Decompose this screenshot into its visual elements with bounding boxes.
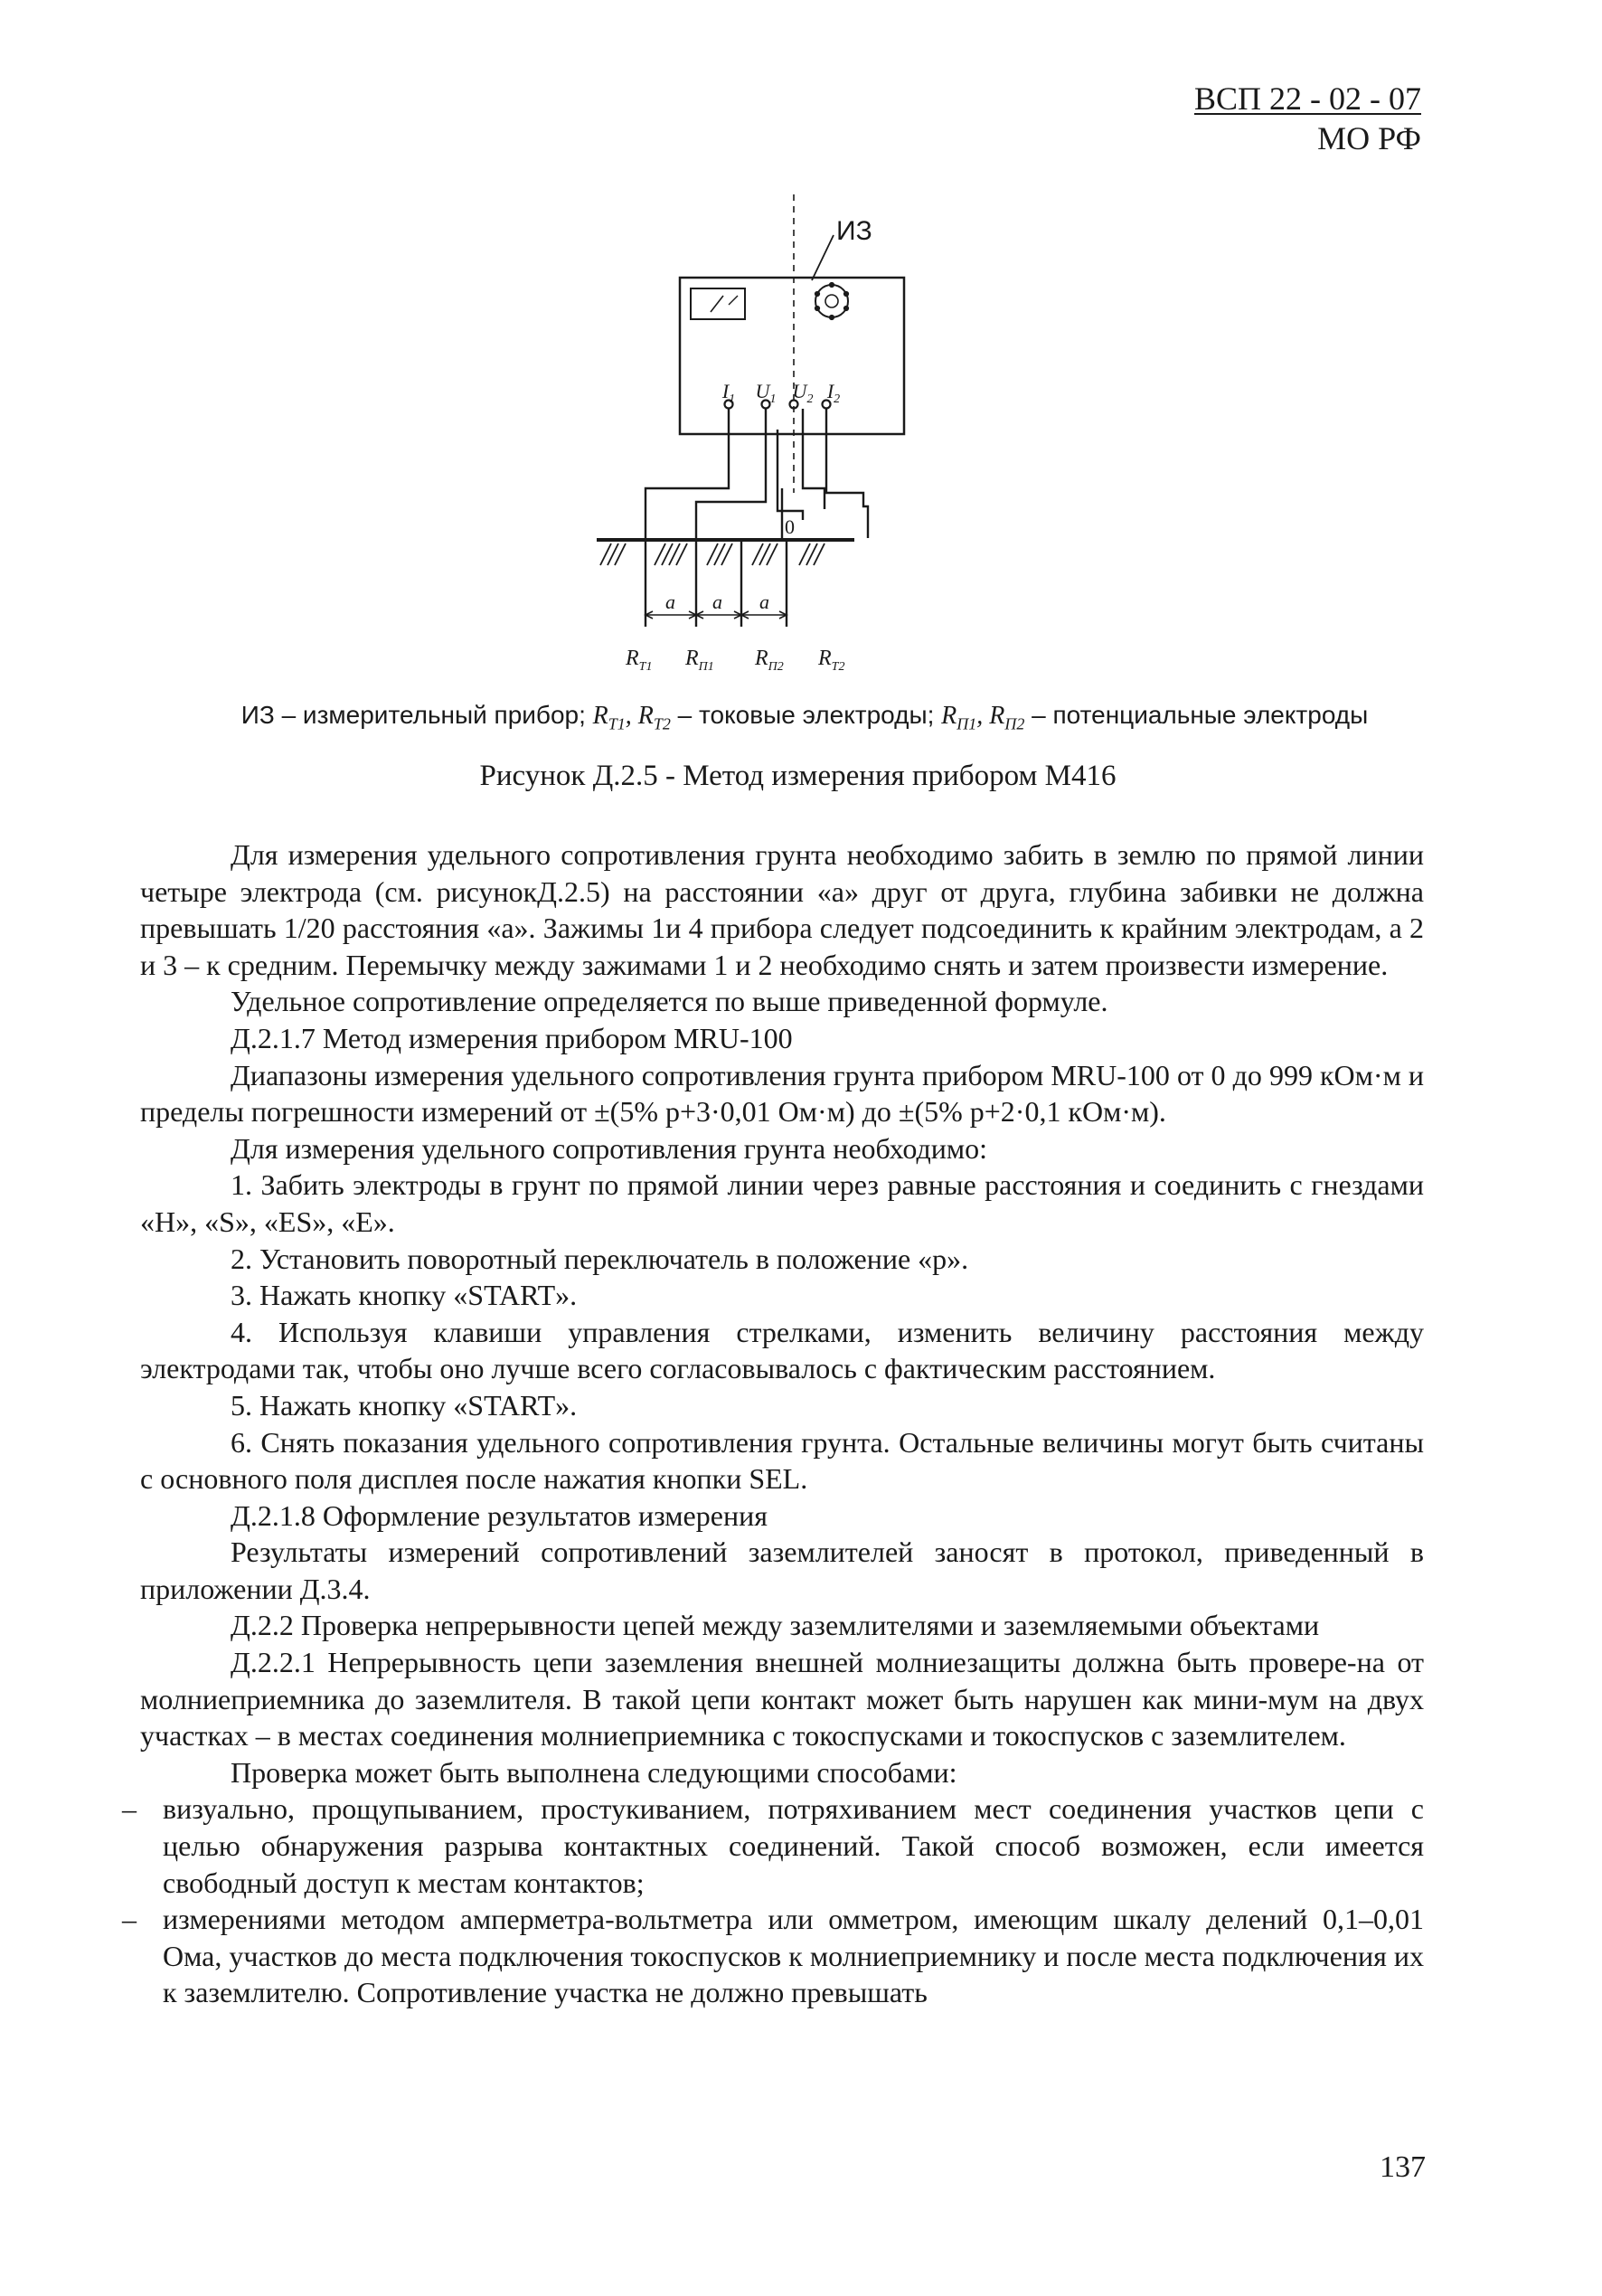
paragraph: Д.2.2 Проверка непрерывности цепей между заземлителями и заземляемыми объектами xyxy=(231,1609,1320,1642)
figure-caption: Рисунок Д.2.5 - Метод измерения прибором М416 xyxy=(479,760,1117,792)
device-label: ИЗ xyxy=(836,216,872,246)
legend-part-2: – токовые электроды; xyxy=(670,701,942,729)
legend-part-3: – потенциальные электроды xyxy=(1024,701,1369,729)
paragraph: Удельное сопротивление определяется по выше приведенной формуле. xyxy=(231,985,1108,1018)
paragraph: 1. Забить электроды в грунт по прямой линии через равные расстояния и соединить с гнездами «H», «S», «ES», «E». xyxy=(140,1168,1424,1238)
paragraph: Проверка может быть выполнена следующими способами: xyxy=(231,1755,957,1789)
terminal-row xyxy=(725,401,831,409)
ground-hatching xyxy=(600,543,825,565)
spacing-label-3: a xyxy=(759,591,769,613)
document-header xyxy=(1194,80,1421,159)
spacing-label-2: a xyxy=(712,591,722,613)
paragraph: Для измерения удельного сопротивления грунта необходимо забить в землю по прямой линии четыре электрода (см. рисунокД.2.5) на расстоянии «а» друг от друга, глубина забивки не должна превышать 1/20 расстояния «а». Зажимы 1и 4 прибора следует подсоединить к крайним электродам, а 2 и 3 – к средним. Перемычку между зажимами 1 и 2 необходимо снять и затем произвести измерение. xyxy=(140,838,1424,981)
page-number: 137 xyxy=(1380,2150,1426,2184)
paragraph: Д.2.1.7 Метод измерения прибором MRU-100 xyxy=(231,1021,793,1054)
device-pointer-line xyxy=(812,235,834,280)
list-item-text: визуально, прощупыванием, простукиванием, потряхиванием мест соединения участков цепи с целью обнаружения разрыва контактных соединений. Такой способ возможен, если имеется свободный доступ к местам контактов; xyxy=(163,1792,1424,1899)
organization: МО РФ xyxy=(1317,119,1421,156)
paragraph: 6. Снять показания удельного сопротивления грунта. Остальные величины могут быть считаны с основного поля дисплея после нажатия кнопки SEL. xyxy=(140,1425,1424,1496)
figure-legend: ИЗ – измерительный прибор; $R_{T1}$, $R_{T2}$ – токовые электроды; $R_{П1}$, $R_{П2}$ – потенциальные электроды xyxy=(240,701,1369,733)
paragraph: Д.2.2.1 Непрерывность цепи заземления внешней молниезащиты должна быть провере-на от молниеприемника до заземлителя. В такой цепи контакт может быть нарушен как мини-мум на двух участках – в местах соединения молниеприемника с токоспусками и токоспусков с заземлителем. xyxy=(140,1646,1424,1753)
list-item xyxy=(122,1791,1424,1901)
electrode-label-rt2: $R_{T2}$ xyxy=(818,647,845,674)
paragraph: Д.2.1.8 Оформление результатов измерения xyxy=(231,1498,768,1532)
list-marker: – xyxy=(122,1792,137,1826)
paragraph: 5. Нажать кнопку «START». xyxy=(231,1388,578,1422)
electrodes xyxy=(646,538,787,627)
electrode-label-rp1: $R_{П1}$ xyxy=(685,647,714,674)
device-box xyxy=(680,278,904,434)
terminal-label-i1: $I_1$ xyxy=(721,380,736,406)
list-item xyxy=(122,1901,1424,2011)
paragraph: Диапазоны измерения удельного сопротивления грунта прибором MRU-100 от 0 до 999 кОм·м и пределы погрешности измерений от ±(5% р+3·0,01 Ом·м) до ±(5% р+2·0,1 кОм·м). xyxy=(140,1058,1424,1129)
spacing-label-1: a xyxy=(665,591,675,613)
paragraph: Результаты измерений сопротивлений заземлителей заносят в протокол, приведенный в приложении Д.3.4. xyxy=(140,1535,1424,1605)
paragraph: Для измерения удельного сопротивления грунта необходимо: xyxy=(231,1131,987,1165)
electrode-label-rt1: $R_{T1}$ xyxy=(626,647,653,674)
body-text xyxy=(122,836,1424,2011)
terminal-label-u2: $U_2$ xyxy=(792,380,814,406)
measurement-diagram xyxy=(597,194,985,701)
rotary-dial-icon xyxy=(815,283,848,319)
paragraph: 4. Используя клавиши управления стрелками, изменить величину расстояния между электродами так, чтобы оно лучше всего согласовывалось с фактическим расстоянием. xyxy=(140,1315,1424,1385)
paragraph: 2. Установить поворотный переключатель в положение «р». xyxy=(231,1242,969,1275)
terminal-label-i2: $I_2$ xyxy=(826,380,841,406)
legend-part-1: ИЗ – измерительный прибор; xyxy=(240,701,593,729)
list-item-text: измерениями методом амперметра-вольтметра или омметром, имеющим шкалу делений 0,1–0,01 Ома, участков до места подключения токоспусков к молниеприемнику и после места подключения их к заземлителю. Сопротивление участка не должно превышать xyxy=(163,1903,1424,2009)
list-marker: – xyxy=(122,1903,137,1936)
terminal-label-u1: $U_1$ xyxy=(755,380,777,406)
paragraph: 3. Нажать кнопку «START». xyxy=(231,1279,578,1312)
electrode-label-rp2: $R_{П2}$ xyxy=(755,647,784,674)
standard-code: ВСП 22 - 02 - 07 xyxy=(1194,80,1421,117)
zero-label: 0 xyxy=(785,515,795,538)
